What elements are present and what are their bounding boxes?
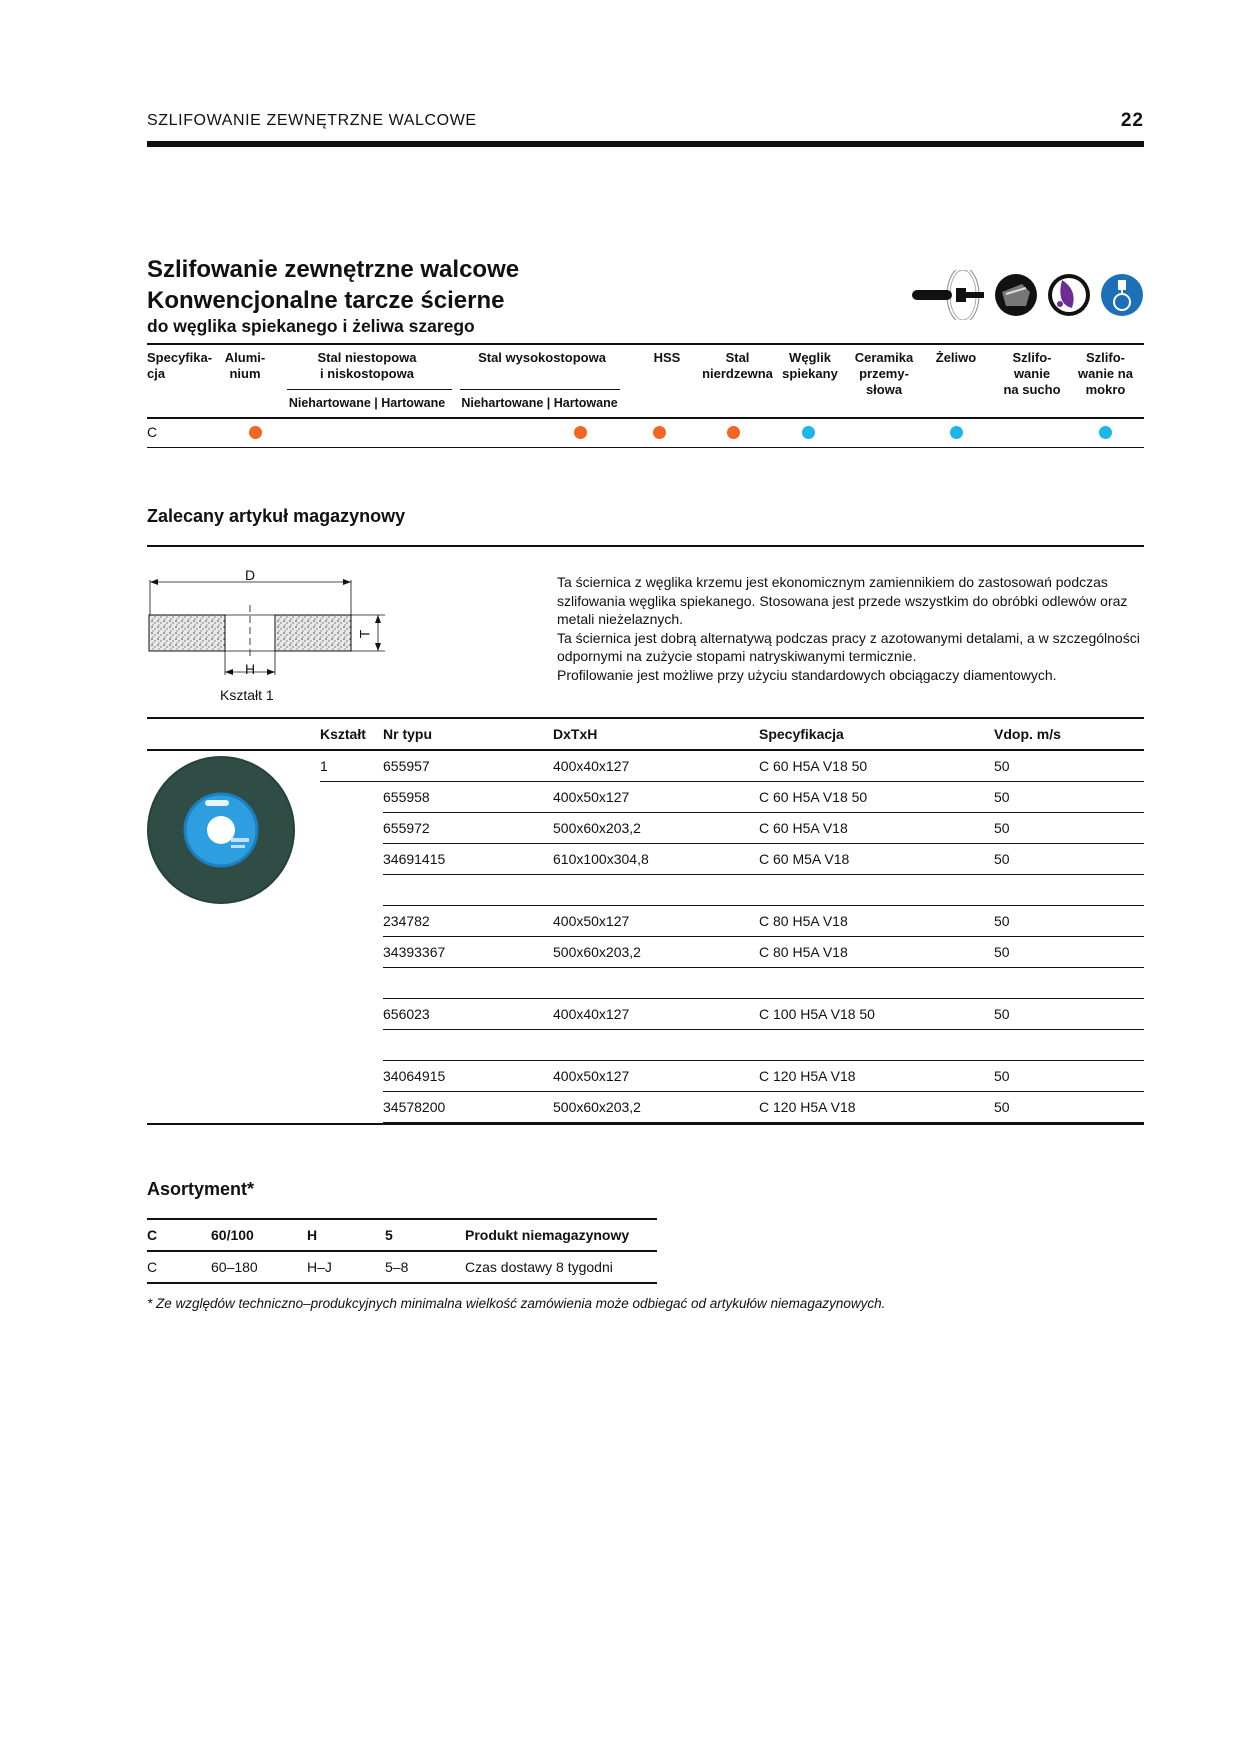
cell-speed [994, 875, 1144, 906]
cell-shape [320, 1092, 383, 1123]
footnote: * Ze względów techniczno–produkcyjnych minimalna wielkość zamówienia może odbiegać od artykułów niemagazynowych. [147, 1296, 886, 1311]
assortment-cell: 5–8 [385, 1251, 465, 1283]
cell-speed: 50 [994, 906, 1144, 937]
cell-speed: 50 [994, 1092, 1144, 1123]
assortment-cell: Czas dostawy 8 tygodni [465, 1251, 657, 1283]
mark-stal-wysokostopowa-hartowane [574, 426, 587, 439]
cell-spec [759, 1030, 994, 1061]
cell-speed: 50 [994, 750, 1144, 782]
col-weglik-spiekany: Węglik spiekany [782, 350, 838, 381]
col-zeliwo: Żeliwo [935, 350, 977, 365]
col-hss: HSS [653, 350, 681, 365]
product-table [147, 717, 1144, 1125]
recommended-rule [147, 545, 1144, 547]
cell-speed [994, 968, 1144, 999]
cell-shape [320, 813, 383, 844]
cell-dim: 400x40x127 [553, 999, 759, 1030]
cell-nr: 655957 [383, 750, 553, 782]
cell-nr [383, 968, 553, 999]
cell-dim: 610x100x304,8 [553, 844, 759, 875]
cell-shape: 1 [320, 750, 383, 782]
assortment-cell: C [147, 1251, 211, 1283]
usage-icons [910, 270, 1146, 320]
th-image [147, 718, 320, 750]
cell-dim: 400x40x127 [553, 750, 759, 782]
cell-nr: 655972 [383, 813, 553, 844]
cell-shape [320, 844, 383, 875]
cell-spec: C 120 H5A V18 [759, 1092, 994, 1123]
cell-spec [759, 875, 994, 906]
cell-shape [320, 906, 383, 937]
cell-nr: 34578200 [383, 1092, 553, 1123]
col-stal-nierdzewna: Stal nierdzewna [702, 350, 773, 381]
cell-nr [383, 875, 553, 906]
cell-spec: C 100 H5A V18 50 [759, 999, 994, 1030]
cell-spec: C 60 M5A V18 [759, 844, 994, 875]
cell-shape [320, 1061, 383, 1092]
cell-nr: 34064915 [383, 1061, 553, 1092]
mark-hss [653, 426, 666, 439]
cell-spec: C 80 H5A V18 [759, 906, 994, 937]
cell-speed: 50 [994, 937, 1144, 968]
th-dim: DxTxH [553, 718, 759, 750]
assortment-header-row [147, 1219, 657, 1251]
mark-zeliwo [950, 426, 963, 439]
title-line-2: Konwencjonalne tarcze ścierne [147, 287, 505, 314]
th-spec: Specyfikacja [759, 718, 994, 750]
dust-mask-icon [995, 274, 1037, 316]
product-image-cell [147, 750, 320, 1123]
assortment-th: C [147, 1219, 211, 1251]
assortment-row [147, 1251, 657, 1283]
assortment-th: 60/100 [211, 1219, 307, 1251]
col-dry-grinding: Szlifo- wanie na sucho [1003, 350, 1061, 397]
cell-dim: 500x60x203,2 [553, 1092, 759, 1123]
cell-nr: 655958 [383, 782, 553, 813]
table-header-rule [147, 417, 1144, 419]
table-bottom-rule [147, 447, 1144, 448]
page-subtitle: do węglika spiekanego i żeliwa szarego [147, 316, 475, 336]
col-stal-niestopowa-sub: Niehartowane | Hartowane [288, 396, 446, 410]
cell-shape [320, 1030, 383, 1061]
description-paragraph: Ta ściernica jest dobrą alternatywą podczas pracy z azotowanymi detalami, a w szczególności odpornymi na zużycie stopami natryskiwanymi termicznie. [557, 629, 1140, 664]
dim-h-label: H [245, 661, 256, 677]
table-bottom-rule [147, 1123, 1144, 1125]
th-nr: Nr typu [383, 718, 553, 750]
cell-shape [320, 875, 383, 906]
cell-speed: 50 [994, 813, 1144, 844]
table-row [147, 750, 1144, 782]
grinding-tool-icon [912, 270, 984, 320]
cell-dim [553, 875, 759, 906]
col-stal-niestopowa: Stal niestopowa i niskostopowa [317, 350, 417, 381]
assortment-th: 5 [385, 1219, 465, 1251]
col-rule [460, 389, 620, 390]
cell-dim: 400x50x127 [553, 906, 759, 937]
shape-caption: Kształt 1 [220, 687, 274, 703]
col-ceramika: Ceramika przemy- słowa [854, 350, 914, 397]
cell-shape [320, 782, 383, 813]
cell-speed: 50 [994, 999, 1144, 1030]
cell-speed: 50 [994, 844, 1144, 875]
cell-speed: 50 [994, 1061, 1144, 1092]
cell-nr: 234782 [383, 906, 553, 937]
header-rule [147, 141, 1144, 147]
cell-shape [320, 999, 383, 1030]
running-header: SZLIFOWANIE ZEWNĘTRZNE WALCOWE [147, 112, 477, 129]
col-wet-grinding: Szlifo- wanie na mokro [1078, 350, 1133, 397]
col-stal-wysokostopowa: Stal wysokostopowa [478, 350, 606, 365]
cell-spec: C 60 H5A V18 50 [759, 750, 994, 782]
cell-nr: 656023 [383, 999, 553, 1030]
col-stal-wysokostopowa-sub: Niehartowane | Hartowane [461, 396, 618, 410]
assortment-cell: 60–180 [211, 1251, 307, 1283]
cell-speed [994, 1030, 1144, 1061]
grinding-wheel-image [147, 756, 295, 904]
recommended-heading: Zalecany artykuł magazynowy [147, 506, 406, 526]
cell-shape [320, 968, 383, 999]
cell-dim: 500x60x203,2 [553, 813, 759, 844]
th-speed: Vdop. m/s [994, 718, 1144, 750]
cell-nr [383, 1030, 553, 1061]
mark-weglik-spiekany [802, 426, 815, 439]
application-table [147, 343, 1144, 449]
cell-nr: 34393367 [383, 937, 553, 968]
description-paragraph: Profilowanie jest możliwe przy użyciu standardowych obciągaczy diamentowych. [557, 666, 1057, 683]
cell-dim: 400x50x127 [553, 1061, 759, 1092]
drop-icon [1048, 274, 1090, 316]
table-header-row [147, 718, 1144, 750]
page-title [147, 254, 519, 316]
cell-dim [553, 968, 759, 999]
title-line-1: Szlifowanie zewnętrzne walcowe [147, 256, 520, 283]
table-top-rule [147, 343, 1144, 345]
mark-aluminium [249, 426, 262, 439]
assortment-cell: H–J [307, 1251, 385, 1283]
cell-dim: 400x50x127 [553, 782, 759, 813]
th-shape: Kształt [320, 718, 383, 750]
cell-spec [759, 968, 994, 999]
row-spec-value: C [147, 424, 158, 440]
product-description [557, 573, 1147, 684]
col-aluminium: Alumi- nium [224, 350, 266, 381]
mark-stal-nierdzewna [727, 426, 740, 439]
cell-speed: 50 [994, 782, 1144, 813]
dim-t-label: T [356, 629, 373, 639]
description-paragraph: Ta ściernica z węglika krzemu jest ekonomicznym zamiennikiem do zastosowań podczas szlifowania węglika spiekanego. Stosowana jest przede wszystkim do obróbki odlewów oraz metali nieżelaznych. [557, 574, 1128, 627]
col-spec: Specyfika- cja [147, 350, 213, 381]
cell-dim: 500x60x203,2 [553, 937, 759, 968]
cell-spec: C 60 H5A V18 [759, 813, 994, 844]
cell-nr: 34691415 [383, 844, 553, 875]
coolant-nozzle-icon [1101, 274, 1143, 316]
dim-d-label: D [245, 567, 256, 583]
cell-dim [553, 1030, 759, 1061]
assortment-th: Produkt niemagazynowy [465, 1219, 657, 1251]
cell-spec: C 60 H5A V18 50 [759, 782, 994, 813]
cell-shape [320, 937, 383, 968]
page-number: 22 [1120, 110, 1144, 131]
cell-spec: C 80 H5A V18 [759, 937, 994, 968]
cell-spec: C 120 H5A V18 [759, 1061, 994, 1092]
assortment-heading: Asortyment* [147, 1179, 255, 1199]
assortment-th: H [307, 1219, 385, 1251]
mark-szlifowanie-na-mokro [1099, 426, 1112, 439]
assortment-table [147, 1218, 657, 1284]
col-rule [287, 389, 452, 390]
